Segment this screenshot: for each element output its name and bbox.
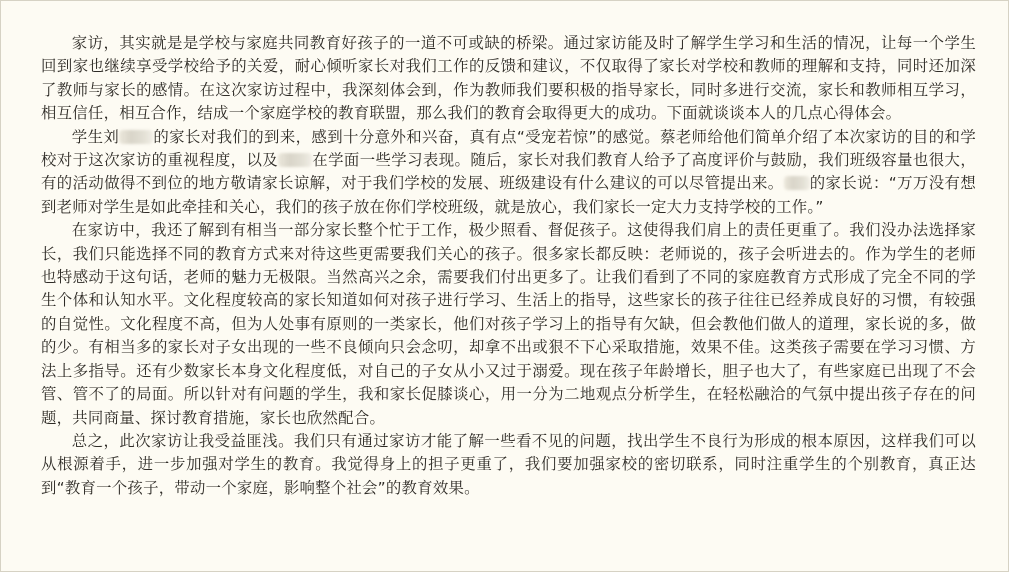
paragraph-text: 的家长对我们的到来，感到十分意外和兴奋，真有点“受宠若惊”的感觉。蔡老师给他们简单介绍了本次家访的目的和学校对于这次家访的重视程度，以及 [41,127,976,170]
paragraph-findings [41,219,976,430]
paragraph-intro [41,32,976,126]
paragraph-text: 在家访中，我还了解到有相当一部分家长整个忙于工作，极少照看、督促孩子。这使得我们肩上的责任更重了。我们没办法选择家长，我们只能选择不同的教育方式来对待这些更需要我们关心的孩子。很多家长都反映：老师说的，孩子会听进去的。作为学生的老师也特感动于这句话，老师的魅力无极限。当然高兴之余，需要我们付出更多了。让我们看到了不同的家庭教育方式形成了完全不同的学生个体和认知水平。文化程度较高的家长知道如何对孩子进行学习、生活上的指导，这些家长的孩子往往已经养成良好的习惯，有较强的自觉性。文化程度不高，但为人处事有原则的一类家长，他们对孩子学习上的指导有欠缺，但会教他们做人的道理，家长说的多，做的少。有相当多的家长对子女出现的一些不良倾向只会念叨，却拿不出或狠不下心采取措施，效果不佳。这类孩子需要在学习习惯、方法上多指导。还有少数家长本身文化程度低，对自己的子女从小又过于溺爱。现在孩子年龄增长，胆子也大了，有些家庭已出现了不会管、管不了的局面。所以针对有问题的学生，我和家长促膝谈心，用一分为二地观点分析学生，在轻松融洽的气氛中提出孩子存在的问题，共同商量、探讨教育措施，家长也欣然配合。 [41,221,976,427]
paragraph-conclusion [41,430,976,500]
document-body [41,32,976,500]
redacted-name [278,153,312,167]
paragraph-text: 家访，其实就是是学校与家庭共同教育好孩子的一道不可或缺的桥梁。通过家访能及时了解学生学习和生活的情况，让每一个学生回到家也继续享受学校给予的关爱，耐心倾听家长对我们工作的反馈和建议，不仅取得了家长对学校和教师的理解和支持，同时还加深了教师与家长的感情。在这次家访过程中，我深刻体会到，作为教师我们要积极的指导家长，同时多进行交流，家长和教师相互学习，相互信任，相互合作，结成一个家庭学校的教育联盟，那么我们的教育会取得更大的成功。下面就谈谈本人的几点心得体会。 [41,34,976,123]
paragraph-parent-visit [41,126,976,220]
paragraph-text: 的家长说：“万万没有想到老师对学生是如此牵挂和关心，我们的孩子放在你们学校班级，就是放心，我们家长一定大力支持学校的工作。” [41,174,976,216]
paragraph-text: 总之，此次家访让我受益匪浅。我们只有通过家访才能了解一些看不见的问题，找出学生不良行为形成的根本原因，这样我们可以从根源着手，进一步加强对学生的教育。我觉得身上的担子更重了，我们要加强家校的密切联系，同时注重学生的个别教育，真正达到“教育一个孩子，带动一个家庭，影响整个社会”的教育效果。 [41,431,976,497]
redacted-name [119,130,153,144]
paragraph-text: 在学面一些学习表现。随后，家长对我们教育人给予了高度评价与鼓励，我们班级容量也很大，有的活动做得不到位的地方敬请家长谅解，对于我们学校的发展、班级建设有什么建议的可以尽管提出来。 [41,151,976,193]
paragraph-text: 学生刘 [71,127,120,146]
redacted-name [784,176,810,190]
